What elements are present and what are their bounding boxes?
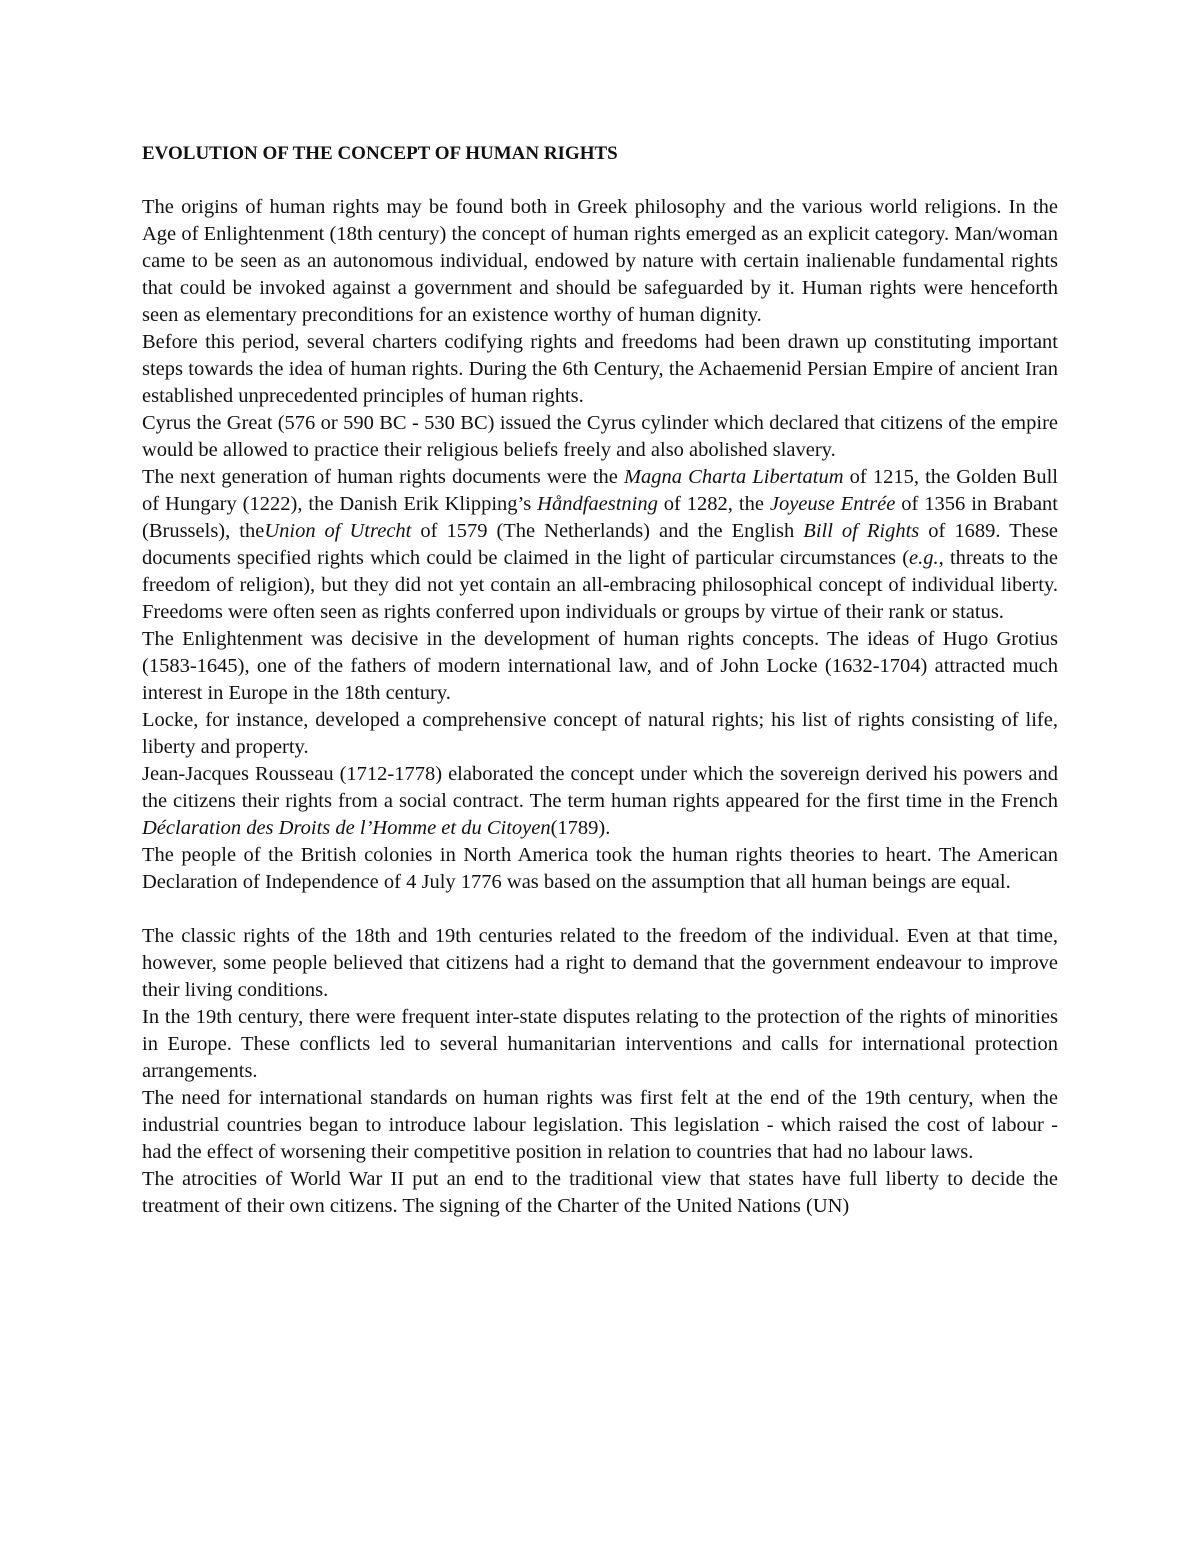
italic-abbrev: e.g. [909,547,939,569]
text-run: of 1579 (The Netherlands) and the English [411,520,804,542]
text-run: of 1215, the Golden Bull of Hungary (1222), the Danish Erik Klipping’s [142,466,1059,515]
text-run: Cyrus the Great (576 or 590 BC - 530 BC) issued the Cyrus cylinder which declared that citizens of the empire would be allowed to practice their religious beliefs freely and also abolished slavery. [142,412,1058,461]
paragraph [142,410,1058,464]
paragraph [142,464,1058,626]
paragraph [142,923,1058,1004]
text-run: The origins of human rights may be found both in Greek philosophy and the various world religions. In the Age of Enlightenment (18th century) the concept of human rights emerged as an explicit category. Man/woman came to be seen as an autonomous individual, endowed by nature with certain inalienable fundamental rights that could be invoked against a government and should be safeguarded by it. Human rights were henceforth seen as elementary preconditions for an existence worthy of human dignity. [142,196,1058,326]
paragraph [142,329,1058,410]
text-run: of 1689. These documents specified rights which could be claimed in the light of particular circumstances ( [142,520,1059,569]
paragraph [142,1085,1058,1166]
text-run: , threats to the freedom of religion), but they did not yet contain an all-embracing philosophical concept of individual liberty. Freedoms were often seen as rights conferred upon individuals or groups by virtue of their rank or status. [142,547,1058,623]
text-run: Locke, for instance, developed a comprehensive concept of natural rights; his list of rights consisting of life, liberty and property. [142,709,1058,758]
document-title: EVOLUTION OF THE CONCEPT OF HUMAN RIGHTS [142,143,618,164]
paragraph [142,626,1058,707]
text-run: (1789). [550,817,611,839]
text-run: The need for international standards on human rights was first felt at the end of the 19th century, when the industrial countries began to introduce labour legislation. This legislation - which raised the cost of labour - had the effect of worsening their competitive position in relation to countries that had no labour laws. [142,1087,1058,1163]
text-run: The classic rights of the 18th and 19th centuries related to the freedom of the individual. Even at that time, however, some people believed that citizens had a right to demand that the government endeavour to improve their living conditions. [142,925,1058,1001]
text-run: In the 19th century, there were frequent inter-state disputes relating to the protection of the rights of minorities in Europe. These conflicts led to several humanitarian interventions and calls for international protection arrangements. [142,1006,1058,1082]
italic-title: Bill of Rights [803,520,920,542]
italic-title: Déclaration des Droits de l’Homme et du Citoyen [142,817,551,839]
paragraph [142,761,1058,842]
paragraph [142,1166,1058,1220]
text-run: The next generation of human rights documents were the [142,466,624,488]
text-run: Before this period, several charters codifying rights and freedoms had been drawn up constituting important steps towards the idea of human rights. During the 6th Century, the Achaemenid Persian Empire of ancient Iran established unprecedented principles of human rights. [142,331,1058,407]
text-run: The people of the British colonies in North America took the human rights theories to heart. The American Declaration of Independence of 4 July 1776 was based on the assumption that all human beings are equal. [142,844,1058,893]
text-run: of 1282, the [657,493,770,515]
italic-title: Joyeuse Entrée [769,493,896,515]
text-run: The Enlightenment was decisive in the development of human rights concepts. The ideas of Hugo Grotius (1583-1645), one of the fathers of modern international law, and of John Locke (1632-1704) attracted much interest in Europe in the 18th century. [142,628,1058,704]
paragraph [142,1004,1058,1085]
italic-title: Union of Utrecht [264,520,412,542]
document-page [142,140,1058,1220]
text-run: Jean-Jacques Rousseau (1712-1778) elaborated the concept under which the sovereign derived his powers and the citizens their rights from a social contract. The term human rights appeared for the first time in the French [142,763,1058,812]
paragraph [142,707,1058,761]
italic-title: Håndfaestning [537,493,658,515]
paragraph [142,842,1058,896]
text-run: of 1356 in Brabant (Brussels), the [142,493,1058,542]
paragraph-gap [142,896,1058,923]
text-run: The atrocities of World War II put an end to the traditional view that states have full liberty to decide the treatment of their own citizens. The signing of the Charter of the United Nations (UN) [142,1168,1058,1217]
italic-title: Magna Charta Libertatum [623,466,844,488]
paragraph [142,194,1058,329]
